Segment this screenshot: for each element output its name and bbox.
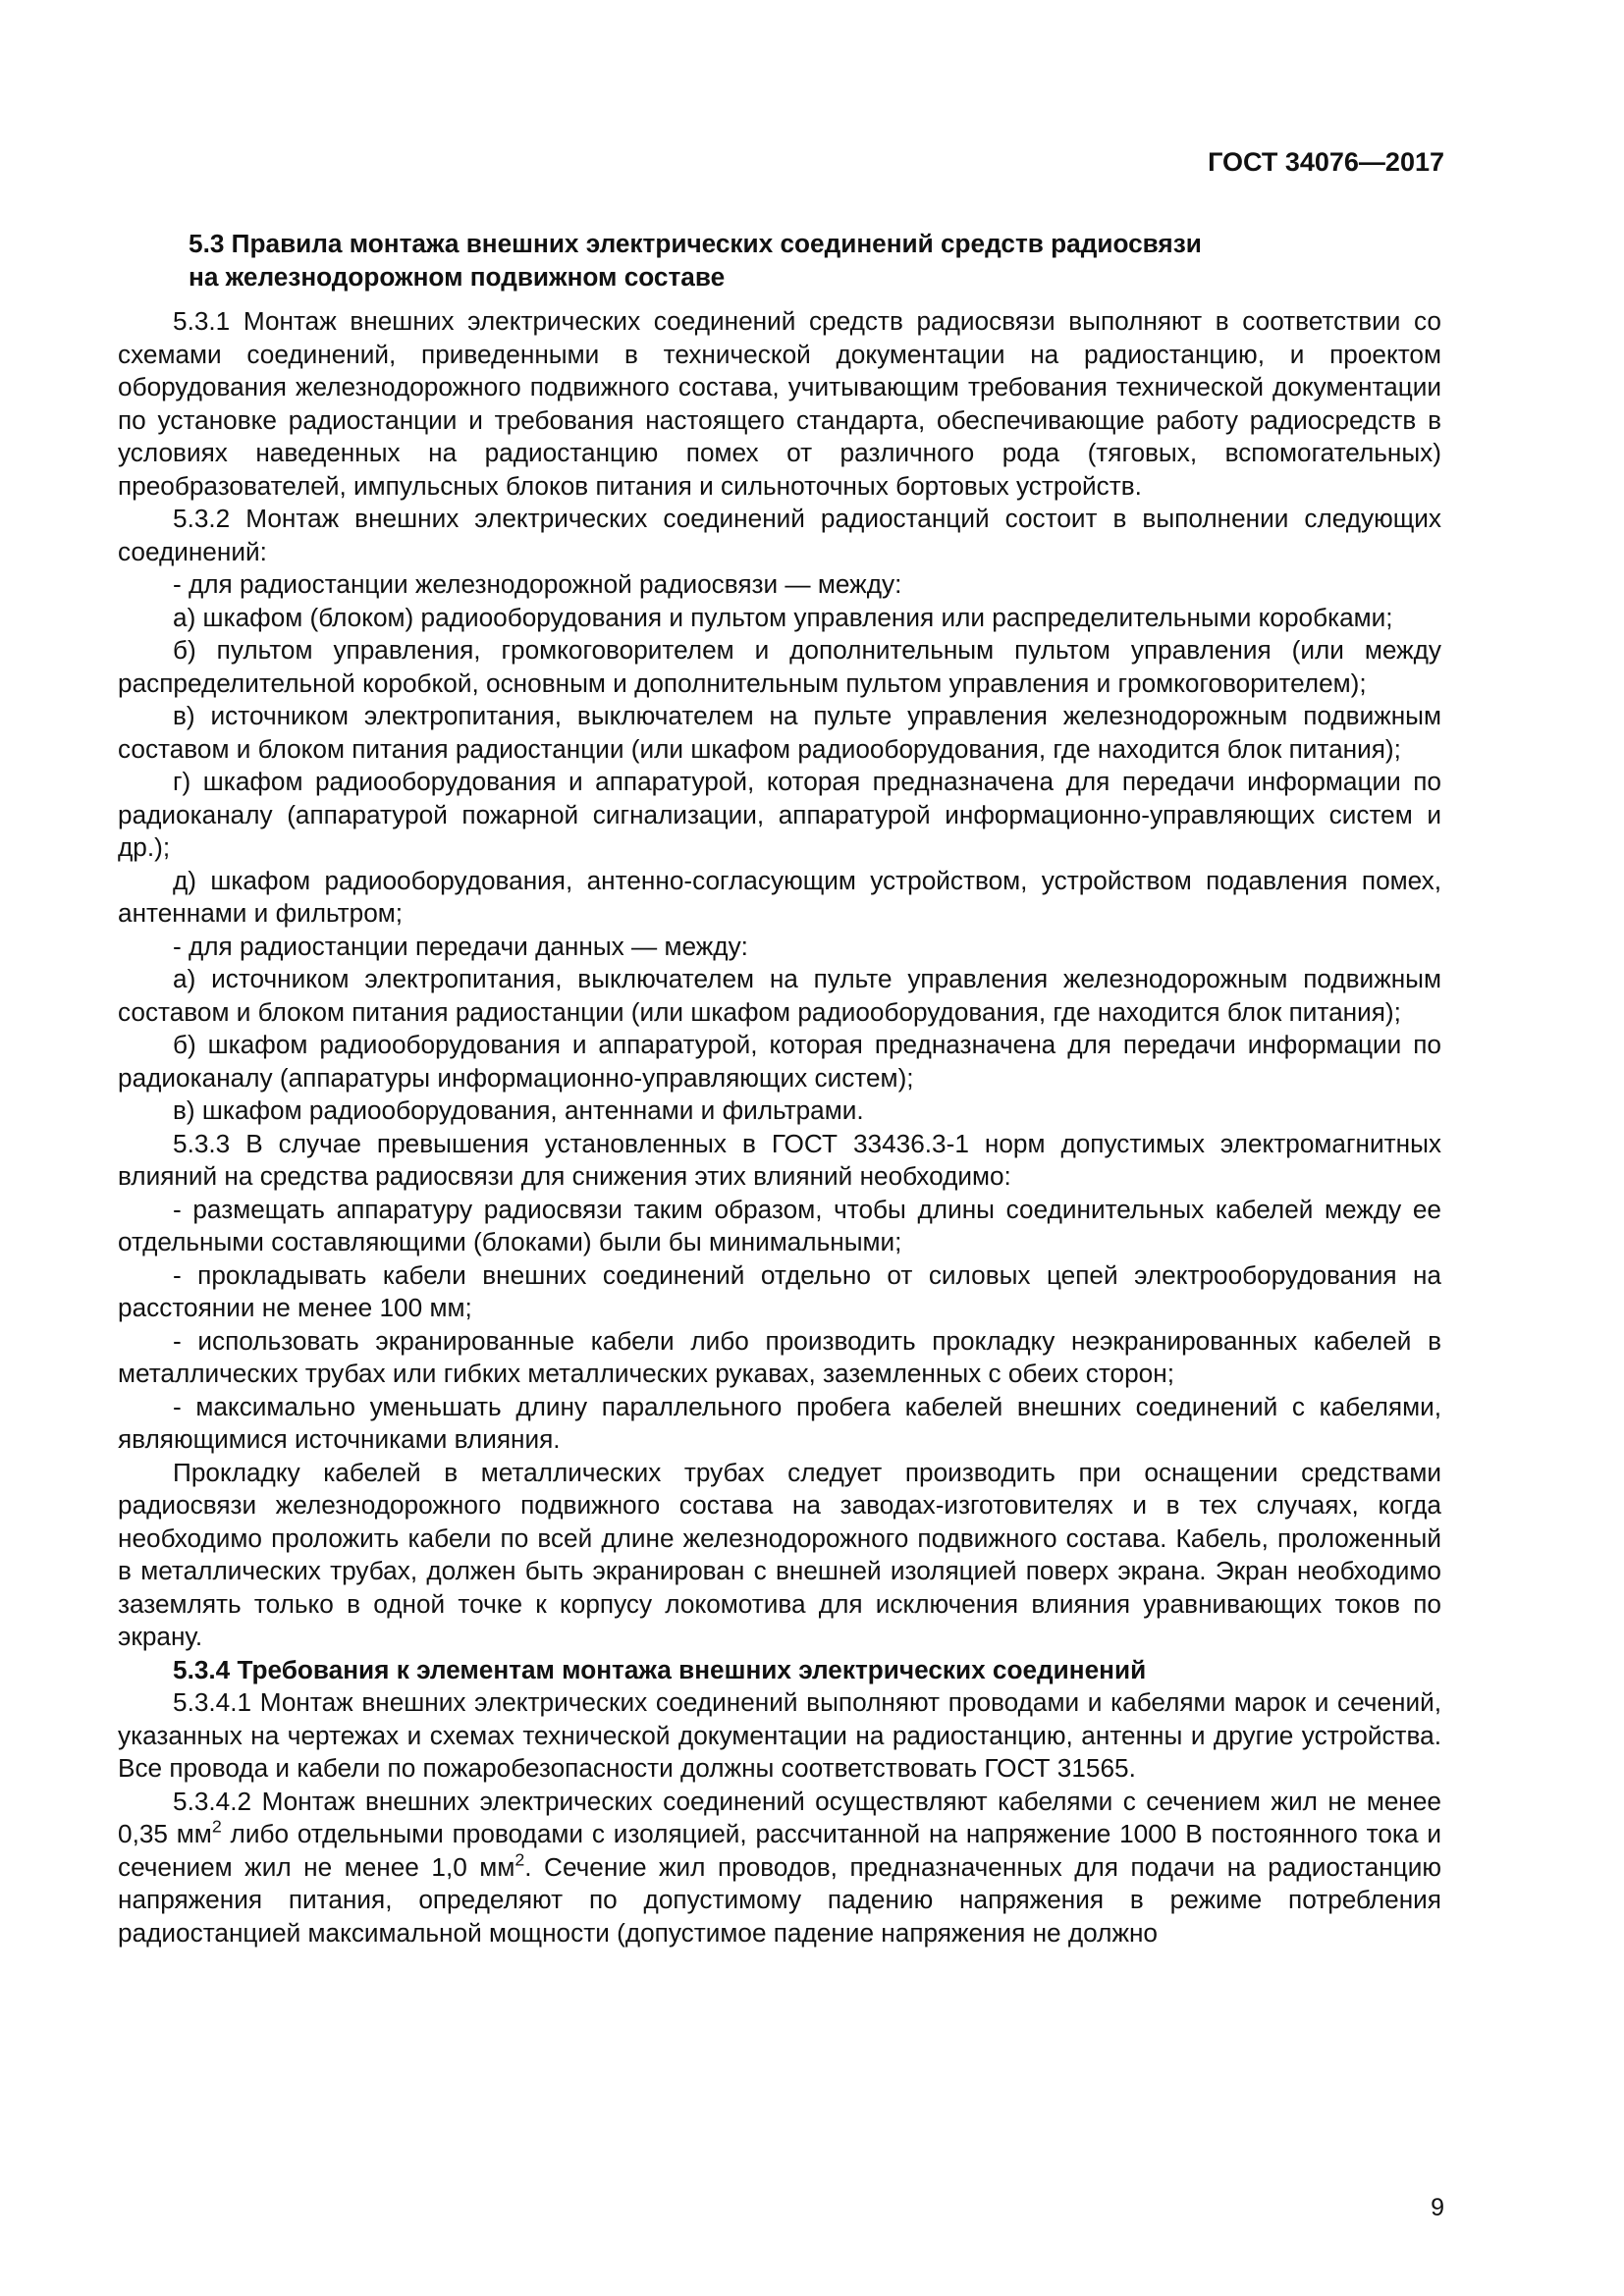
section-heading-line-1: 5.3 Правила монтажа внешних электрических соединений средств радиосвязи xyxy=(189,229,1202,258)
list-intro-data-radio: - для радиостанции передачи данных — между: xyxy=(173,931,748,961)
list-item-rail-v: в) источником электропитания, выключателем на пульте управления железнодорожным подвижным составом и блоком питания радиостанции (или шкафом радиооборудования, где находится блок питания); xyxy=(118,701,1441,764)
superscript-2: 2 xyxy=(514,1848,525,1869)
paragraph-cable-pipes: Прокладку кабелей в металлических трубах следует производить при оснащении средствами радиосвязи железнодорожного подвижного состава на заводах-изготовителях и в тех случаях, когда необходимо проложить кабели по всей длине железнодорожного подвижного состава. Кабель, проложенный в металлических трубах, должен быть экранирован с внешней изоляцией поверх экрана. Экран необходимо заземлять только в одной точке к корпусу локомотива для исключения влияния уравнивающих токов по экрану. xyxy=(118,1457,1441,1651)
list-item-data-a: а) источником электропитания, выключателем на пульте управления железнодорожным подвижным составом и блоком питания радиостанции (или шкафом радиооборудования, где находится блок питания); xyxy=(118,964,1441,1027)
bullet-item-2: - прокладывать кабели внешних соединений отдельно от силовых цепей электрооборудования на расстоянии не менее 100 мм; xyxy=(118,1259,1441,1322)
page-number: 9 xyxy=(1431,2194,1444,2221)
page-body xyxy=(118,228,1441,1949)
paragraph-5-3-3: 5.3.3 В случае превышения установленных в ГОСТ 33436.3-1 норм допустимых электромагнитных влияний на средства радиосвязи для снижения этих влияний необходимо: xyxy=(118,1128,1441,1191)
document-code-header: ГОСТ 34076—2017 xyxy=(1208,147,1444,177)
section-heading xyxy=(118,228,1441,294)
list-item-rail-d: д) шкафом радиооборудования, антенно-согласующим устройством, устройством подавления помех, антеннами и фильтром; xyxy=(118,865,1441,928)
list-item-data-v: в) шкафом радиооборудования, антеннами и фильтрами. xyxy=(173,1095,864,1125)
list-intro-railway-radio: - для радиостанции железнодорожной радиосвязи — между: xyxy=(173,569,902,599)
paragraph-5-3-4-2-part-b: либо отдельными проводами с изоляцией, рассчитанной на напряжение 1000 В постоянного тока и сечением жил не менее 1,0 мм xyxy=(118,1819,1441,1882)
list-item-rail-a: а) шкафом (блоком) радиооборудования и пультом управления или распределительными коробками; xyxy=(173,602,1393,632)
paragraph-5-3-1: 5.3.1 Монтаж внешних электрических соединений средств радиосвязи выполняют в соответствии со схемами соединений, приведенными в технической документации на радиостанцию, и проектом оборудования железнодорожного подвижного состава, учитывающим требования технической документации по установке радиостанции и требования настоящего стандарта, обеспечивающие работу радиосредств в условиях наведенных на радиостанцию помех от различного рода (тяговых, вспомогательных) преобразователей, импульсных блоков питания и сильноточных бортовых устройств. xyxy=(118,306,1441,501)
paragraph-5-3-4-2 xyxy=(118,1786,1441,1950)
bullet-item-4: - максимально уменьшать длину параллельного пробега кабелей внешних соединений с кабелями, являющимися источниками влияния. xyxy=(118,1391,1441,1454)
paragraph-5-3-4-2-part-c: . Сечение жил проводов, предназначенных для подачи на радиостанцию напряжения питания, определяют по допустимому падению напряжения в режиме потребления радиостанцией максимальной мощности (допустимое падение напряжения не должно xyxy=(118,1851,1441,1948)
list-item-rail-b: б) пультом управления, громкоговорителем и дополнительным пультом управления (или между распределительной коробкой, основным и дополнительным пультом управления и громкоговорителем); xyxy=(118,635,1441,698)
paragraph-5-3-2: 5.3.2 Монтаж внешних электрических соединений радиостанций состоит в выполнении следующих соединений: xyxy=(118,504,1441,566)
list-item-data-b: б) шкафом радиооборудования и аппаратурой, которая предназначена для передачи информации по радиоканалу (аппаратуры информационно-управляющих систем); xyxy=(118,1030,1441,1093)
bullet-item-3: - использовать экранированные кабели либо производить прокладку неэкранированных кабелей в металлических трубах или гибких металлических рукавах, заземленных с обеих сторон; xyxy=(118,1325,1441,1388)
subsection-heading-5-3-4: 5.3.4 Требования к элементам монтажа внешних электрических соединений xyxy=(173,1654,1147,1684)
paragraph-5-3-4-2-part-a: 5.3.4.2 Монтаж внешних электрических соединений осуществляют кабелями с сечением жил не менее 0,35 мм xyxy=(118,1786,1441,1848)
list-item-rail-g: г) шкафом радиооборудования и аппаратурой, которая предназначена для передачи информации по радиоканалу (аппаратурой пожарной сигнализации, аппаратурой информационно-управляющих систем и др.); xyxy=(118,767,1441,862)
paragraph-5-3-4-1: 5.3.4.1 Монтаж внешних электрических соединений выполняют проводами и кабелями марок и сечений, указанных на чертежах и схемах технической документации на радиостанцию, антенны и другие устройства. Все провода и кабели по пожаробезопасности должны соответствовать ГОСТ 31565. xyxy=(118,1687,1441,1783)
section-heading-line-2: на железнодорожном подвижном составе xyxy=(189,261,726,292)
superscript-1: 2 xyxy=(211,1816,222,1837)
bullet-item-1: - размещать аппаратуру радиосвязи таким образом, чтобы длины соединительных кабелей между ее отдельными составляющими (блоками) были бы минимальными; xyxy=(118,1194,1441,1256)
